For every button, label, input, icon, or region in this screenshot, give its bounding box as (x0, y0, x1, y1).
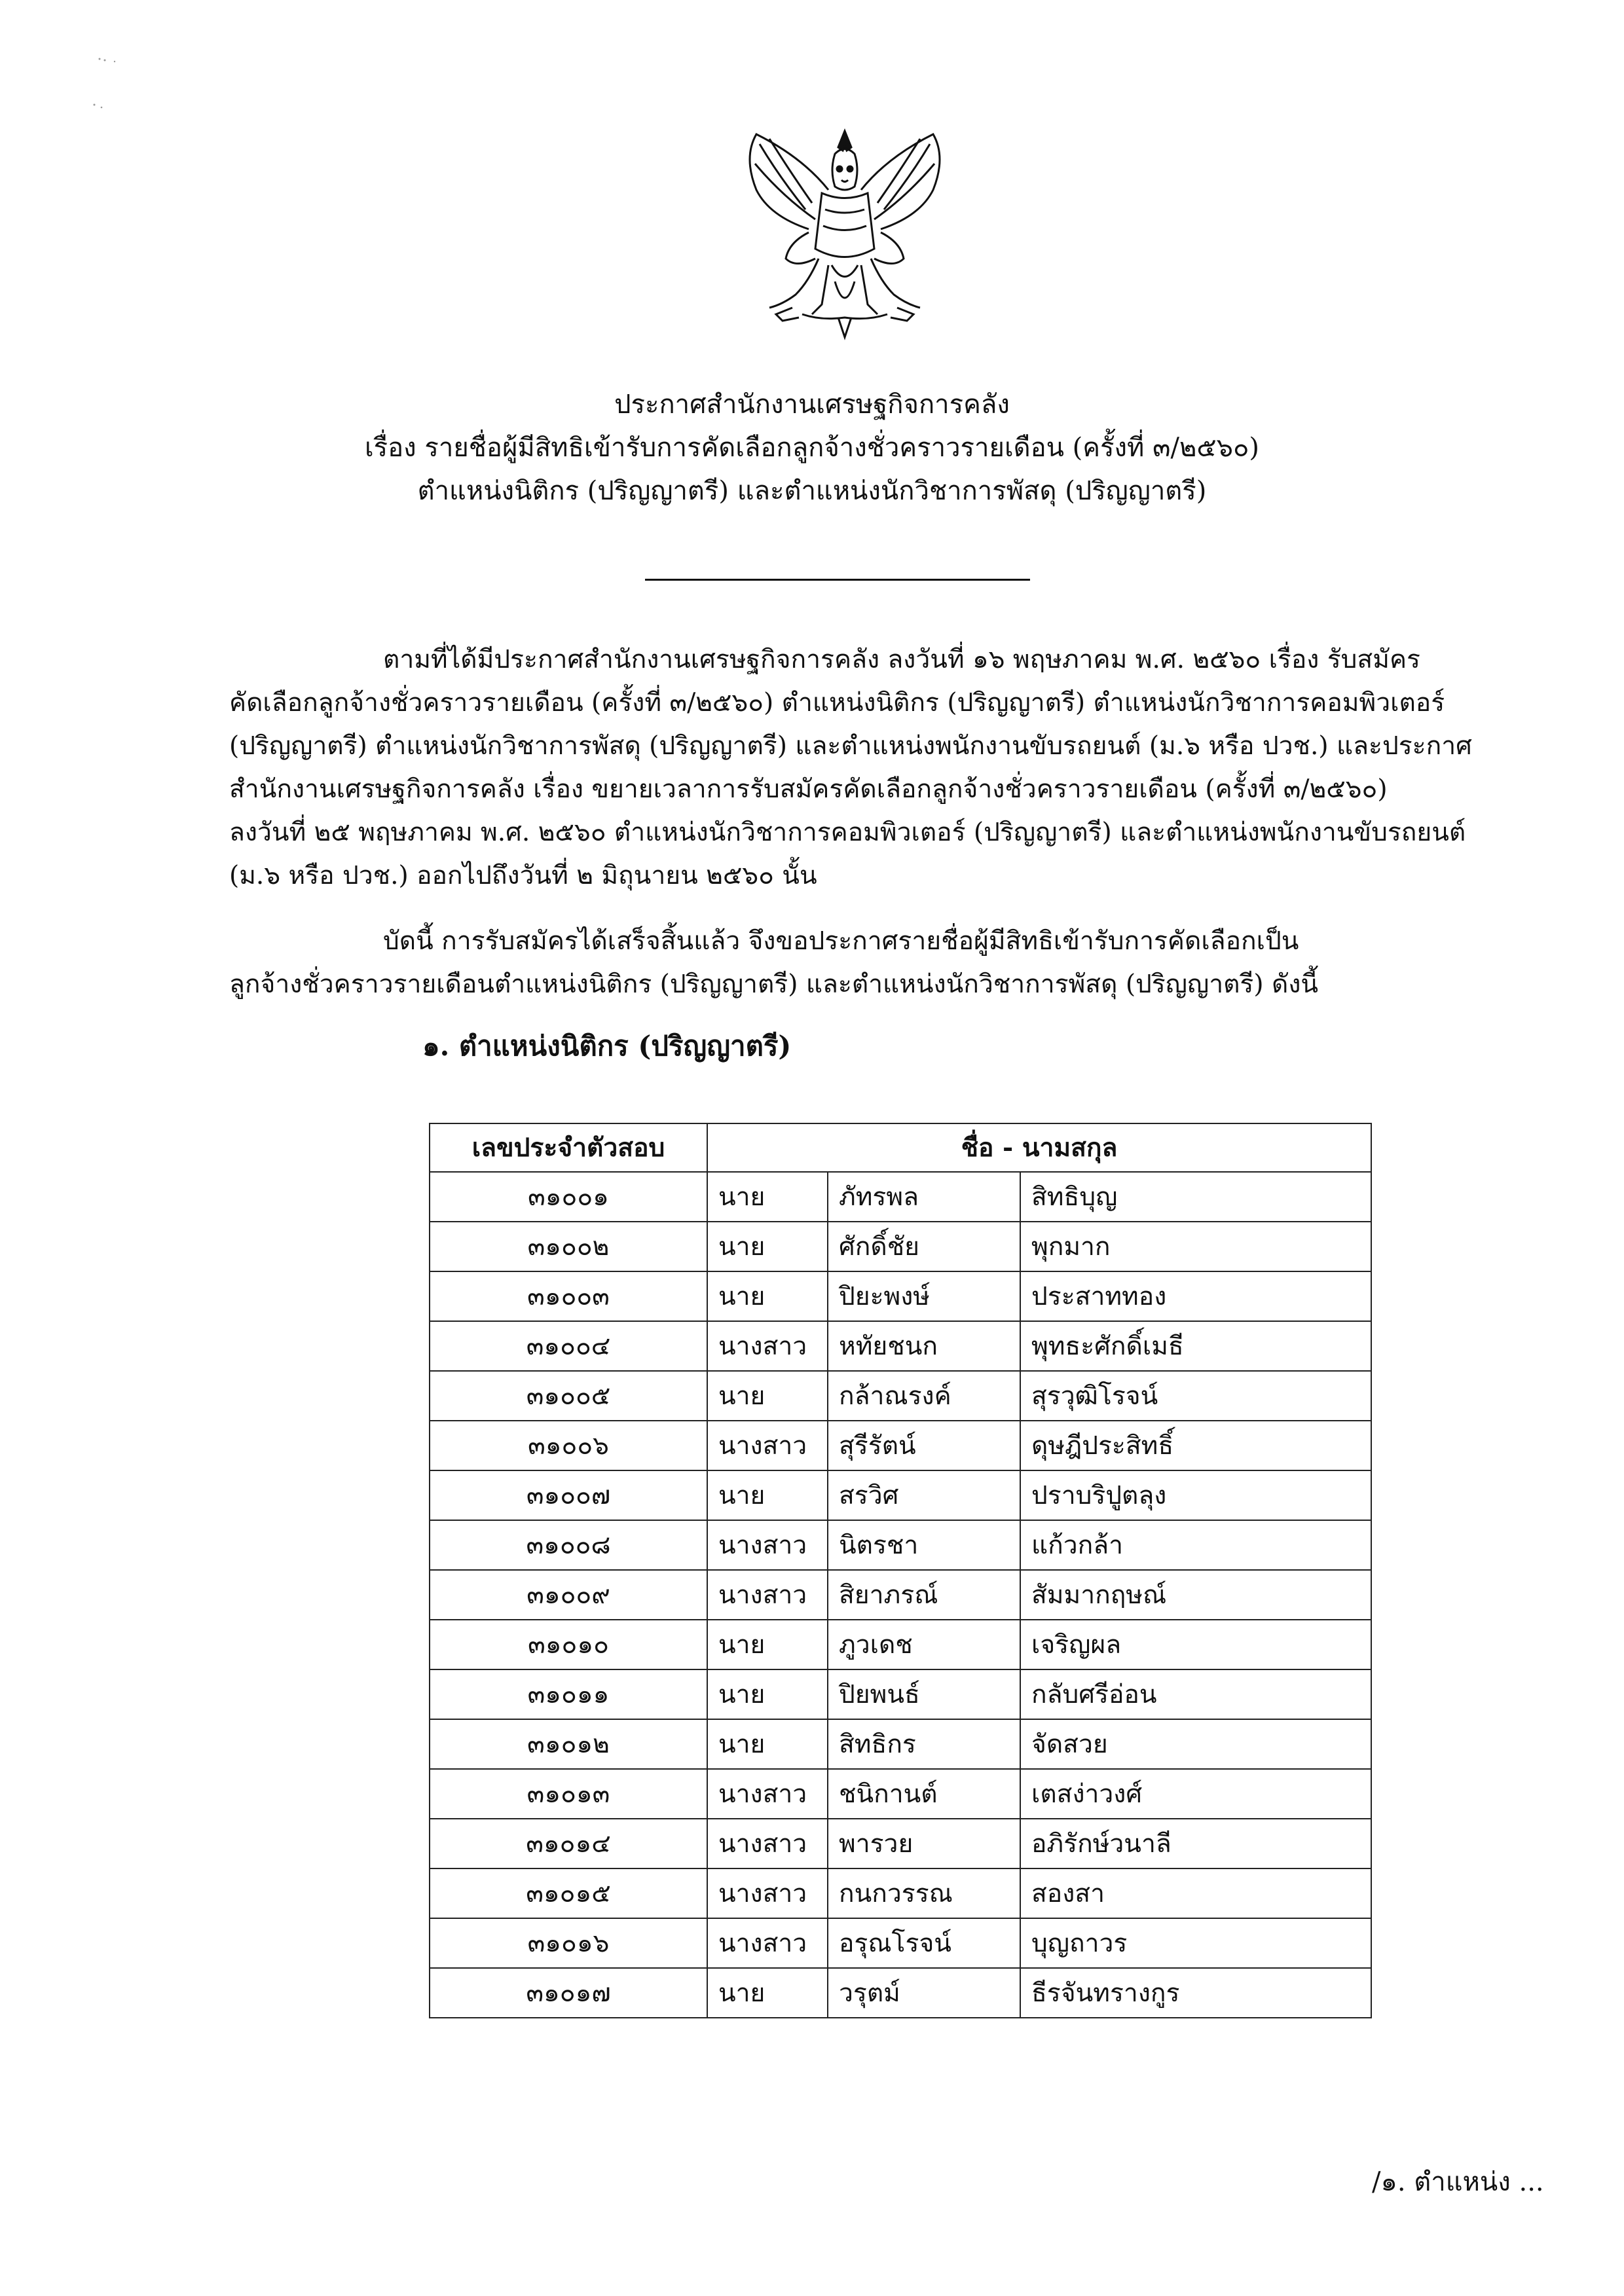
first-name-cell: ศักดิ์ชัย (828, 1222, 1020, 1271)
announcement-title-block (0, 383, 1624, 513)
first-name-cell: อรุณโรจน์ (828, 1918, 1020, 1968)
title-prefix-cell: นางสาว (707, 1769, 828, 1819)
table-row (430, 1421, 1371, 1470)
first-name-cell: สุรีรัตน์ (828, 1421, 1020, 1470)
first-name-cell: วรุตม์ (828, 1968, 1020, 2018)
table-row (430, 1570, 1371, 1620)
last-name-cell: แก้วกล้า (1020, 1520, 1371, 1570)
paragraph-line: สำนักงานเศรษฐกิจการคลัง เรื่อง ขยายเวลาการรับสมัครคัดเลือกลูกจ้างชั่วคราวรายเดือน (ครั้งที่ ๓/๒๕๖๐) (229, 774, 1388, 804)
announcement-subject: เรื่อง รายชื่อผู้มีสิทธิเข้ารับการคัดเลือกลูกจ้างชั่วคราวรายเดือน (ครั้งที่ ๓/๒๕๖๐) (364, 433, 1260, 463)
paragraph-line: คัดเลือกลูกจ้างชั่วคราวรายเดือน (ครั้งที่ ๓/๒๕๖๐) ตำแหน่งนิติกร (ปริญญาตรี) ตำแหน่งนักวิชาการคอมพิวเตอร์ (229, 688, 1445, 718)
announcement-positions: ตำแหน่งนิติกร (ปริญญาตรี) และตำแหน่งนักวิชาการพัสดุ (ปริญญาตรี) (417, 476, 1207, 506)
table-row (430, 1868, 1371, 1918)
exam-id-cell: ๓๑๐๑๔ (430, 1819, 707, 1868)
last-name-cell: ประสาททอง (1020, 1271, 1371, 1321)
title-prefix-cell: นางสาว (707, 1819, 828, 1868)
first-name-cell: ชนิกานต์ (828, 1769, 1020, 1819)
scan-artifact-dots (92, 52, 131, 118)
paragraph-line: บัดนี้ การรับสมัครได้เสร็จสิ้นแล้ว จึงขอประกาศรายชื่อผู้มีสิทธิเข้ารับการคัดเลือกเป็น (383, 926, 1299, 956)
title-prefix-cell: นาย (707, 1719, 828, 1769)
last-name-cell: ปราบริปูตลุง (1020, 1470, 1371, 1520)
announcement-paragraph (229, 920, 1444, 1006)
table-row (430, 1470, 1371, 1520)
paragraph-line: ลูกจ้างชั่วคราวรายเดือนตำแหน่งนิติกร (ปริญญาตรี) และตำแหน่งนักวิชาการพัสดุ (ปริญญาตรี) ดังนี้ (229, 970, 1319, 999)
table-row (430, 1819, 1371, 1868)
first-name-cell: ภัทรพล (828, 1172, 1020, 1222)
table-row (430, 1719, 1371, 1769)
table-row (430, 1769, 1371, 1819)
last-name-cell: สิทธิบุญ (1020, 1172, 1371, 1222)
first-name-cell: หทัยชนก (828, 1321, 1020, 1371)
garuda-emblem (730, 118, 959, 344)
table-row (430, 1968, 1371, 2018)
exam-id-cell: ๓๑๐๐๙ (430, 1570, 707, 1620)
column-header-exam-id: เลขประจำตัวสอบ (430, 1123, 707, 1172)
exam-id-cell: ๓๑๐๑๓ (430, 1769, 707, 1819)
column-header-full-name: ชื่อ - นามสกุล (707, 1123, 1371, 1172)
exam-id-cell: ๓๑๐๑๐ (430, 1620, 707, 1669)
section-heading-legal-officer: ๑. ตำแหน่งนิติกร (ปริญญาตรี) (422, 1030, 792, 1062)
first-name-cell: สิยาภรณ์ (828, 1570, 1020, 1620)
last-name-cell: จัดสวย (1020, 1719, 1371, 1769)
first-name-cell: ปิยพนธ์ (828, 1669, 1020, 1719)
first-name-cell: กล้าณรงค์ (828, 1371, 1020, 1421)
title-prefix-cell: นางสาว (707, 1570, 828, 1620)
paragraph-line: ตามที่ได้มีประกาศสำนักงานเศรษฐกิจการคลัง ลงวันที่ ๑๖ พฤษภาคม พ.ศ. ๒๕๖๐ เรื่อง รับสมัคร (383, 645, 1420, 674)
last-name-cell: กลับศรีอ่อน (1020, 1669, 1371, 1719)
paragraph-line: (ปริญญาตรี) ตำแหน่งนักวิชาการพัสดุ (ปริญญาตรี) และตำแหน่งพนักงานขับรถยนต์ (ม.๖ หรือ ปวช.) และประกาศ (229, 731, 1472, 761)
last-name-cell: ธีรจันทรางกูร (1020, 1968, 1371, 2018)
table-row (430, 1669, 1371, 1719)
exam-id-cell: ๓๑๐๐๖ (430, 1421, 707, 1470)
title-prefix-cell: นาย (707, 1669, 828, 1719)
title-prefix-cell: นางสาว (707, 1321, 828, 1371)
table-row (430, 1918, 1371, 1968)
title-prefix-cell: นาย (707, 1172, 828, 1222)
exam-id-cell: ๓๑๐๑๕ (430, 1868, 707, 1918)
title-prefix-cell: นาย (707, 1968, 828, 2018)
table-row (430, 1520, 1371, 1570)
exam-id-cell: ๓๑๐๑๒ (430, 1719, 707, 1769)
title-prefix-cell: นางสาว (707, 1918, 828, 1968)
continuation-marker: /๑. ตำแหน่ง ... (1372, 2167, 1544, 2197)
title-prefix-cell: นางสาว (707, 1421, 828, 1470)
exam-id-cell: ๓๑๐๐๑ (430, 1172, 707, 1222)
exam-id-cell: ๓๑๐๑๗ (430, 1968, 707, 2018)
table-row (430, 1321, 1371, 1371)
table-header-row (430, 1123, 1371, 1172)
title-prefix-cell: นาย (707, 1620, 828, 1669)
exam-id-cell: ๓๑๐๑๖ (430, 1918, 707, 1968)
first-name-cell: กนกวรรณ (828, 1868, 1020, 1918)
exam-id-cell: ๓๑๐๐๒ (430, 1222, 707, 1271)
title-prefix-cell: นาย (707, 1271, 828, 1321)
last-name-cell: ดุษฎีประสิทธิ์ (1020, 1421, 1371, 1470)
first-name-cell: ปิยะพงษ์ (828, 1271, 1020, 1321)
last-name-cell: สองสา (1020, 1868, 1371, 1918)
last-name-cell: พุทธะศักดิ์เมธี (1020, 1321, 1371, 1371)
title-divider (645, 579, 1030, 581)
first-name-cell: พารวย (828, 1819, 1020, 1868)
first-name-cell: นิตรชา (828, 1520, 1020, 1570)
last-name-cell: เตสง่าวงศ์ (1020, 1769, 1371, 1819)
table-row (430, 1371, 1371, 1421)
exam-id-cell: ๓๑๐๐๗ (430, 1470, 707, 1520)
table-row (430, 1620, 1371, 1669)
last-name-cell: สุรวุฒิโรจน์ (1020, 1371, 1371, 1421)
last-name-cell: เจริญผล (1020, 1620, 1371, 1669)
intro-paragraph (229, 638, 1472, 898)
last-name-cell: พุกมาก (1020, 1222, 1371, 1271)
table-row (430, 1271, 1371, 1321)
first-name-cell: ภูวเดช (828, 1620, 1020, 1669)
candidate-table-body (430, 1172, 1371, 2018)
table-row (430, 1222, 1371, 1271)
title-prefix-cell: นางสาว (707, 1520, 828, 1570)
candidate-table (429, 1123, 1372, 2018)
exam-id-cell: ๓๑๐๐๘ (430, 1520, 707, 1570)
title-prefix-cell: นาย (707, 1222, 828, 1271)
title-prefix-cell: นาย (707, 1470, 828, 1520)
last-name-cell: อภิรักษ์วนาลี (1020, 1819, 1371, 1868)
exam-id-cell: ๓๑๐๑๑ (430, 1669, 707, 1719)
title-prefix-cell: นาย (707, 1371, 828, 1421)
first-name-cell: สิทธิกร (828, 1719, 1020, 1769)
paragraph-line: (ม.๖ หรือ ปวช.) ออกไปถึงวันที่ ๒ มิถุนายน ๒๕๖๐ นั้น (229, 861, 817, 890)
announcement-issuer: ประกาศสำนักงานเศรษฐกิจการคลัง (614, 390, 1010, 420)
exam-id-cell: ๓๑๐๐๓ (430, 1271, 707, 1321)
title-prefix-cell: นางสาว (707, 1868, 828, 1918)
table-row (430, 1172, 1371, 1222)
exam-id-cell: ๓๑๐๐๕ (430, 1371, 707, 1421)
paragraph-line: ลงวันที่ ๒๕ พฤษภาคม พ.ศ. ๒๕๖๐ ตำแหน่งนักวิชาการคอมพิวเตอร์ (ปริญญาตรี) และตำแหน่งพนักงานขับรถยนต์ (229, 818, 1466, 847)
first-name-cell: สรวิศ (828, 1470, 1020, 1520)
exam-id-cell: ๓๑๐๐๔ (430, 1321, 707, 1371)
last-name-cell: บุญถาวร (1020, 1918, 1371, 1968)
last-name-cell: สัมมากฤษณ์ (1020, 1570, 1371, 1620)
